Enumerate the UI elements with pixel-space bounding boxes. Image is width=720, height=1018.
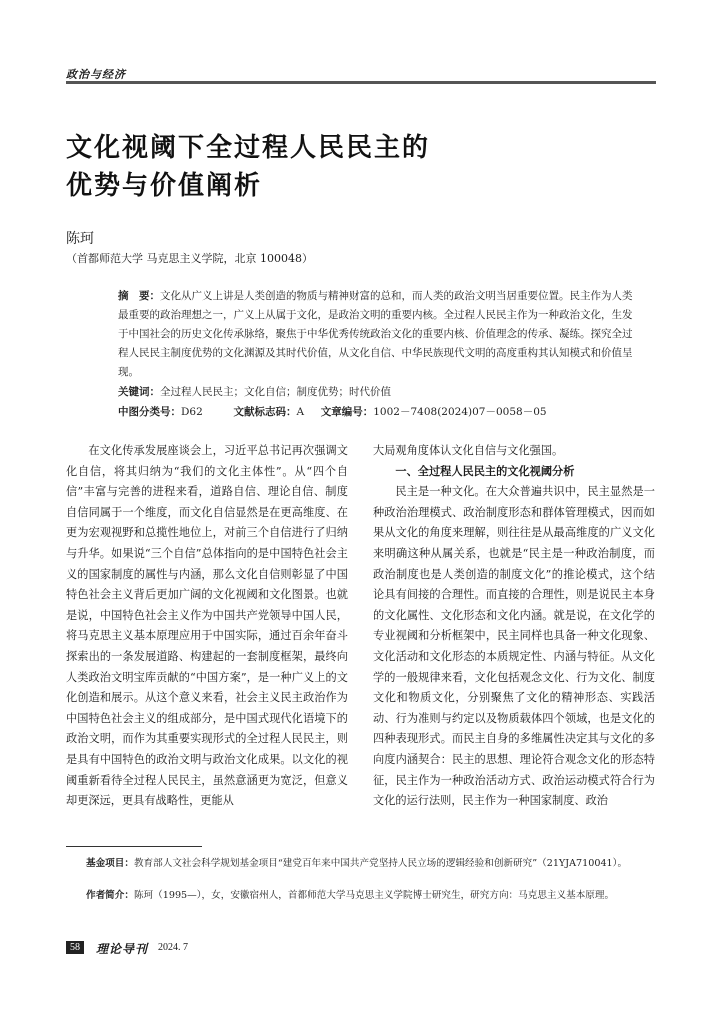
clc-value: D62 — [181, 406, 203, 418]
keywords: 全过程人民民主；文化自信；制度优势；时代价值 — [160, 386, 391, 398]
author-name: 陈珂 — [66, 231, 94, 247]
title-line-1: 文化视阈下全过程人民民主的 — [66, 133, 431, 163]
doc-code-value: A — [296, 406, 305, 418]
doc-code-label: 文献标志码： — [233, 406, 297, 418]
abstract — [118, 287, 638, 382]
paragraph: 在文化传承发展座谈会上，习近平总书记再次强调文化自信，将其归纳为“我们的文化主体性”。从“四个自信”丰富与完善的进程来看，道路自信、理论自信、制度自信同属于一个维度，而文化自信显然是在更高维度、在更为宏观视野和总揽性地位上，对前三个自信进行了归纳与升华。如果说“三个自信”总体指向的是中国特色社会主义的国家制度的属性与内涵，那么文化自信则彰显了中国特色社会主义背后更加广阔的文化视阈和文化图景。也就是说，中国特色社会主义作为中国共产党领导中国人民，将马克思主义基本原理应用于中国实际，通过百余年奋斗探索出的一条发展道路、构建起的一套制度框架，最终向人类政治文明宝库贡献的“中国方案”，是一种广义上的文化创造和展示。从这个意义来看，社会主义民主政治作为中国特色社会主义的组成部分，是中国式现代化语境下的政治文明，而作为其重要实现形式的全过程人民民主，则是具有中国特色的政治文明与政治文化成果。以文化的视阈重新看待全过程人民民主，虽然意涵更为宽泛，但意义却更深远，更具有战略性，更能从 — [66, 444, 348, 808]
fund-footnote — [66, 856, 656, 871]
keywords-label: 关键词： — [118, 386, 160, 398]
classification-line — [118, 404, 547, 419]
section-label: 政治与经济 — [66, 68, 126, 81]
fund-label: 基金项目： — [86, 858, 134, 869]
author-bio-footnote — [66, 888, 656, 903]
fund-text: 教育部人文社会科学规划基金项目“建党百年来中国共产党坚持人民立场的逻辑经验和创新研究”（21YJA710041）。 — [133, 858, 628, 869]
page-number: 58 — [66, 941, 84, 954]
article-no-value: 1002－7408(2024)07－0058－05 — [373, 406, 547, 418]
footnote-rule — [66, 846, 202, 847]
author-affiliation: （首都师范大学 马克思主义学院，北京 100048） — [66, 252, 313, 265]
article-no-label: 文章编号： — [320, 406, 374, 418]
title-line-2: 优势与价值阐析 — [66, 171, 263, 201]
bio-text: 陈珂（1995—），女，安徽宿州人，首都师范大学马克思主义学院博士研究生，研究方向：马克思主义基本原理。 — [133, 890, 615, 901]
clc-label: 中图分类号： — [118, 406, 181, 418]
abstract-text: 文化从广义上讲是人类创造的物质与精神财富的总和，而人类的政治文明当居重要位置。民主作为人类最重要的政治理想之一，广义上从属于文化，是政治文明的重要内核。全过程人民民主作为一种政治文化，生发于中国社会的历史文化传承脉络，聚焦于中华优秀传统政治文化的重要内核、价值理念的传承、凝练。探究全过程人民民主制度优势的文化渊源及其时代价值，从文化自信、中华民族现代文明的高度重构其认知模式和价值呈现。 — [118, 290, 633, 378]
body-right-column — [373, 441, 655, 812]
journal-name: 理论导刊 — [96, 942, 149, 956]
issue-date: 2024. 7 — [158, 942, 188, 953]
abstract-label: 摘 要： — [118, 290, 160, 302]
header-rule — [66, 81, 656, 84]
body-left-column — [66, 441, 348, 812]
paragraph-continued: 大局观角度体认文化自信与文化强国。 — [373, 444, 564, 457]
article-title — [66, 129, 626, 205]
keywords-line — [118, 384, 391, 399]
section-heading: 一、全过程人民民主的文化视阈分析 — [395, 464, 575, 478]
paragraph: 民主是一种文化。在大众普遍共识中，民主显然是一种政治治理模式、政治制度形态和群体管理模式，因而如果从文化的角度来理解，则往往是从最高维度的广义文化来明确这种从属关系，也就是“民主是一种政治制度，而政治制度也是人类创造的制度文化”的推论模式，这个结论具有间接的合理性。而直接的合理性，则是说民主本身的文化属性、文化形态和文化内涵。就是说，在文化学的专业视阈和分析框架中，民主同样也具备一种文化现象、文化活动和文化形态的本质规定性、内涵与特征。从文化学的一般规律来看，文化包括观念文化、行为文化、制度文化和物质文化，分别聚焦了文化的精神形态、实践活动、行为准则与约定以及物质载体四个领域，也是文化的四种表现形式。而民主自身的多维属性决定其与文化的多向度内涵契合：民主的思想、理论符合观念文化的形态特征，民主作为一种政治活动方式、政治运动模式符合行为文化的运行法则，民主作为一种国家制度、政治 — [373, 485, 655, 808]
bio-label: 作者简介： — [86, 890, 134, 901]
